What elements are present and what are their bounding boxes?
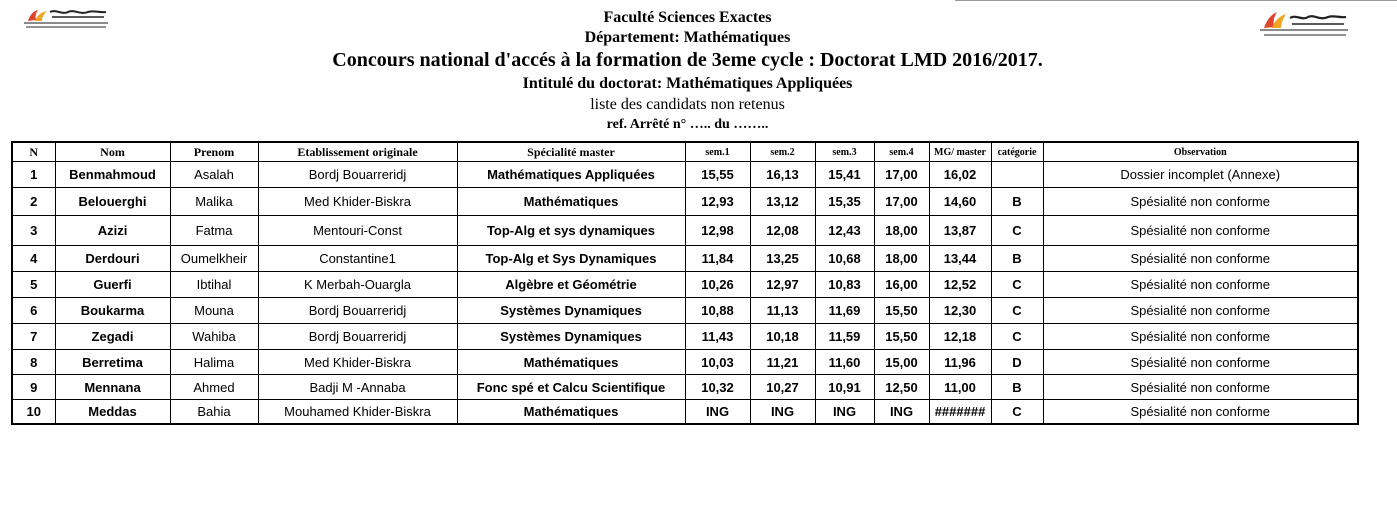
cell-observation: Spésialité non conforme	[1043, 246, 1358, 272]
cell-nom: Belouerghi	[55, 188, 170, 216]
cell-categorie: C	[991, 272, 1043, 298]
cell-sem3: 15,41	[815, 162, 874, 188]
cell-n: 7	[12, 324, 55, 350]
cell-etablissement: Bordj Bouarreridj	[258, 162, 457, 188]
cell-prenom: Ibtihal	[170, 272, 258, 298]
table-header-row	[12, 142, 1358, 162]
cell-sem4: 15,00	[874, 350, 929, 375]
cell-sem4: 16,00	[874, 272, 929, 298]
cell-sem4: 17,00	[874, 188, 929, 216]
reference-line: ref. Arrêté n° ….. du ……..	[606, 117, 769, 132]
cell-mg-master: 12,18	[929, 324, 991, 350]
cell-observation: Spésialité non conforme	[1043, 272, 1358, 298]
cell-categorie: D	[991, 350, 1043, 375]
cell-observation: Dossier incomplet (Annexe)	[1043, 162, 1358, 188]
cell-n: 9	[12, 375, 55, 400]
table-row	[12, 162, 1358, 188]
cell-sem3: 10,68	[815, 246, 874, 272]
cell-prenom: Halima	[170, 350, 258, 375]
col-header-sem4: sem.4	[874, 142, 929, 162]
col-header-prenom: Prenom	[170, 142, 258, 162]
cell-specialite: Mathématiques Appliquées	[457, 162, 685, 188]
cell-sem2: 16,13	[750, 162, 815, 188]
cell-specialite: Mathématiques	[457, 400, 685, 424]
cell-etablissement: Bordj Bouarreridj	[258, 324, 457, 350]
cell-n: 8	[12, 350, 55, 375]
table-row	[12, 272, 1358, 298]
cell-sem2: 11,13	[750, 298, 815, 324]
cell-mg-master: #######	[929, 400, 991, 424]
cell-sem3: 11,69	[815, 298, 874, 324]
cell-mg-master: 16,02	[929, 162, 991, 188]
cell-etablissement: Bordj Bouarreridj	[258, 298, 457, 324]
cell-prenom: Fatma	[170, 216, 258, 246]
cell-sem2: ING	[750, 400, 815, 424]
cell-prenom: Bahia	[170, 400, 258, 424]
table-row	[12, 216, 1358, 246]
cell-mg-master: 11,96	[929, 350, 991, 375]
cell-etablissement: Med Khider-Biskra	[258, 350, 457, 375]
cell-etablissement: Mentouri-Const	[258, 216, 457, 246]
col-header-n: N	[12, 142, 55, 162]
cell-observation: Spésialité non conforme	[1043, 324, 1358, 350]
cell-sem2: 11,21	[750, 350, 815, 375]
cell-prenom: Ahmed	[170, 375, 258, 400]
cell-sem2: 12,97	[750, 272, 815, 298]
table-row	[12, 246, 1358, 272]
cell-nom: Guerfi	[55, 272, 170, 298]
col-header-sem2: sem.2	[750, 142, 815, 162]
doctorate-title: Intitulé du doctorat: Mathématiques Appliquées	[522, 75, 853, 92]
cell-nom: Berretima	[55, 350, 170, 375]
list-title: liste des candidats non retenus	[590, 96, 785, 113]
col-header-specialite: Spécialité master	[457, 142, 685, 162]
cell-sem1: 10,03	[685, 350, 750, 375]
cell-categorie: B	[991, 375, 1043, 400]
department-name: Département: Mathématiques	[584, 29, 791, 46]
cell-categorie: B	[991, 188, 1043, 216]
cell-observation: Spésialité non conforme	[1043, 188, 1358, 216]
cell-nom: Azizi	[55, 216, 170, 246]
cell-mg-master: 14,60	[929, 188, 991, 216]
cell-prenom: Malika	[170, 188, 258, 216]
cell-etablissement: Badji M -Annaba	[258, 375, 457, 400]
cell-sem3: 12,43	[815, 216, 874, 246]
cell-prenom: Oumelkheir	[170, 246, 258, 272]
col-header-etablissement: Etablissement originale	[258, 142, 457, 162]
cell-categorie: C	[991, 400, 1043, 424]
cell-categorie	[991, 162, 1043, 188]
cell-sem4: 15,50	[874, 298, 929, 324]
cell-sem1: 10,88	[685, 298, 750, 324]
cell-specialite: Systèmes Dynamiques	[457, 298, 685, 324]
document-title: Concours national d'accés à la formation de 3eme cycle : Doctorat LMD 2016/2017.	[332, 49, 1043, 71]
col-header-mg-master: MG/ master	[929, 142, 991, 162]
col-header-observation: Observation	[1043, 142, 1358, 162]
cell-sem4: 17,00	[874, 162, 929, 188]
cell-n: 4	[12, 246, 55, 272]
cell-etablissement: Mouhamed Khider-Biskra	[258, 400, 457, 424]
cell-nom: Zegadi	[55, 324, 170, 350]
cell-n: 6	[12, 298, 55, 324]
cell-specialite: Top-Alg et Sys Dynamiques	[457, 246, 685, 272]
faculty-name: Faculté Sciences Exactes	[603, 9, 772, 26]
cell-etablissement: Constantine1	[258, 246, 457, 272]
cell-categorie: C	[991, 298, 1043, 324]
cell-observation: Spésialité non conforme	[1043, 350, 1358, 375]
cell-nom: Mennana	[55, 375, 170, 400]
cell-mg-master: 13,87	[929, 216, 991, 246]
document-header	[0, 7, 1375, 135]
cell-specialite: Systèmes Dynamiques	[457, 324, 685, 350]
table-body	[12, 162, 1358, 424]
cell-sem3: 15,35	[815, 188, 874, 216]
cell-categorie: B	[991, 246, 1043, 272]
cell-sem3: 11,60	[815, 350, 874, 375]
cell-n: 5	[12, 272, 55, 298]
cell-sem1: 15,55	[685, 162, 750, 188]
cell-categorie: C	[991, 216, 1043, 246]
cell-sem2: 13,12	[750, 188, 815, 216]
cell-sem4: 18,00	[874, 216, 929, 246]
col-header-nom: Nom	[55, 142, 170, 162]
cell-specialite: Top-Alg et sys dynamiques	[457, 216, 685, 246]
col-header-sem3: sem.3	[815, 142, 874, 162]
cell-sem2: 10,18	[750, 324, 815, 350]
cell-sem1: 12,93	[685, 188, 750, 216]
cell-prenom: Wahiba	[170, 324, 258, 350]
cell-nom: Boukarma	[55, 298, 170, 324]
cell-n: 10	[12, 400, 55, 424]
table-row	[12, 375, 1358, 400]
cell-sem1: 11,43	[685, 324, 750, 350]
cell-nom: Derdouri	[55, 246, 170, 272]
table-row	[12, 350, 1358, 375]
cell-sem2: 10,27	[750, 375, 815, 400]
cell-sem4: 18,00	[874, 246, 929, 272]
cell-mg-master: 12,52	[929, 272, 991, 298]
cell-sem4: 12,50	[874, 375, 929, 400]
cell-sem4: ING	[874, 400, 929, 424]
cell-n: 2	[12, 188, 55, 216]
col-header-sem1: sem.1	[685, 142, 750, 162]
cell-observation: Spésialité non conforme	[1043, 298, 1358, 324]
cell-sem3: 10,83	[815, 272, 874, 298]
cell-etablissement: Med Khider-Biskra	[258, 188, 457, 216]
cell-specialite: Mathématiques	[457, 350, 685, 375]
cell-nom: Meddas	[55, 400, 170, 424]
cell-sem1: ING	[685, 400, 750, 424]
table-row	[12, 324, 1358, 350]
cell-specialite: Algèbre et Géométrie	[457, 272, 685, 298]
cell-sem3: 10,91	[815, 375, 874, 400]
cell-sem1: 10,26	[685, 272, 750, 298]
cell-specialite: Mathématiques	[457, 188, 685, 216]
cell-sem2: 13,25	[750, 246, 815, 272]
cell-prenom: Asalah	[170, 162, 258, 188]
cell-sem1: 10,32	[685, 375, 750, 400]
cell-observation: Spésialité non conforme	[1043, 400, 1358, 424]
table-row	[12, 298, 1358, 324]
cell-observation: Spésialité non conforme	[1043, 216, 1358, 246]
table-row	[12, 400, 1358, 424]
cell-sem4: 15,50	[874, 324, 929, 350]
candidates-table	[11, 141, 1359, 425]
cell-etablissement: K Merbah-Ouargla	[258, 272, 457, 298]
cell-mg-master: 13,44	[929, 246, 991, 272]
cell-observation: Spésialité non conforme	[1043, 375, 1358, 400]
cell-sem3: 11,59	[815, 324, 874, 350]
cell-nom: Benmahmoud	[55, 162, 170, 188]
cell-n: 3	[12, 216, 55, 246]
cell-sem2: 12,08	[750, 216, 815, 246]
cell-sem1: 12,98	[685, 216, 750, 246]
cell-prenom: Mouna	[170, 298, 258, 324]
col-header-categorie: catégorie	[991, 142, 1043, 162]
cell-mg-master: 12,30	[929, 298, 991, 324]
cell-sem3: ING	[815, 400, 874, 424]
cell-specialite: Fonc spé et Calcu Scientifique	[457, 375, 685, 400]
table-row	[12, 188, 1358, 216]
cell-sem1: 11,84	[685, 246, 750, 272]
cell-mg-master: 11,00	[929, 375, 991, 400]
cell-categorie: C	[991, 324, 1043, 350]
cell-n: 1	[12, 162, 55, 188]
